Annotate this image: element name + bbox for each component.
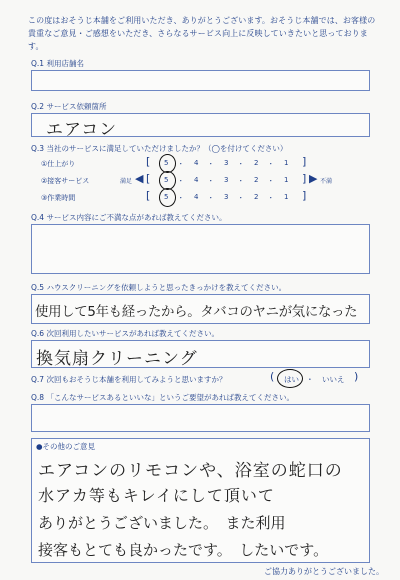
q3-row-3-option-2[interactable]: 2	[254, 193, 259, 201]
other-comments-line-1: エアコンのリモコンや、浴室の蛇口の	[38, 461, 343, 481]
other-comments-line-2: 水アカ等もキレイにして頂いて	[38, 486, 275, 505]
q3-row-2-option-1[interactable]: 1	[284, 176, 289, 184]
q3-right-arrow-icon: ▶	[309, 172, 318, 185]
q3-row-3-option-4[interactable]: 4	[194, 193, 199, 201]
q7-option-yes[interactable]: はい	[284, 375, 299, 384]
q8-answer-box[interactable]	[31, 404, 370, 432]
q4-answer-box[interactable]	[31, 224, 370, 274]
q8-label: Q.8 「こんなサービスあるといいな」というご要望があれば教えてください。	[31, 393, 294, 402]
q3-row-3-label: ③作業時間	[41, 194, 76, 202]
q3-row-2-label: ②接客サービス	[41, 177, 90, 185]
q7-option-no[interactable]: いいえ	[322, 375, 345, 384]
q3-dissatisfied-label: 不満	[320, 178, 333, 185]
q3-row-2-option-2[interactable]: 2	[254, 176, 259, 184]
q3-label: Q.3 当社のサービスに満足していただけましたか？（◯を付けてください）	[31, 144, 288, 153]
q3-row-3-option-1[interactable]: 1	[284, 193, 289, 201]
q6-answer: 換気扇クリーニング	[36, 349, 198, 369]
other-comments-label: ●その他のご意見	[36, 442, 96, 451]
q3-row-1-label: ①仕上がり	[41, 160, 76, 168]
q2-label: Q.2 サービス依頼箇所	[31, 102, 107, 111]
other-comments-box[interactable]	[31, 438, 370, 563]
q3-row-3-option-5[interactable]: 5	[164, 193, 169, 201]
q6-answer-box[interactable]	[31, 340, 370, 368]
q3-satisfied-label: 満足	[120, 178, 133, 185]
q3-row-3-option-3[interactable]: 3	[224, 193, 229, 201]
q3-row-1-option-4[interactable]: 4	[194, 159, 199, 167]
intro-text: この度はおそうじ本舗をご利用いただき、ありがとうございます。おそうじ本舗では、お客様の貴重なご意見・ご感想をいただき、さらなるサービス向上に反映していきたいと思っております。	[28, 16, 376, 51]
other-comments-line-3: ありがとうございました。 また利用	[38, 514, 286, 532]
q3-row-2-option-4[interactable]: 4	[194, 176, 199, 184]
q2-answer-box[interactable]	[31, 113, 370, 140]
q5-label: Q.5 ハウスクリーニングを依頼しようと思ったきっかけを教えてください。	[31, 283, 287, 292]
q3-row-2-option-3[interactable]: 3	[224, 176, 229, 184]
footer-thanks: ご協力ありがとうございました。	[264, 567, 384, 576]
q5-answer: 使用して5年も経ったから。タバコのヤニが気になった	[35, 305, 358, 320]
q2-answer: エアコン	[46, 120, 118, 140]
q5-answer-box[interactable]	[31, 294, 370, 324]
other-comments-line-4: 接客もとても良かったです。 したいです。	[38, 541, 329, 559]
q6-label: Q.6 次回利用したいサービスがあれば教えてください。	[31, 329, 219, 338]
q1-label: Q.1 利用店舗名	[31, 59, 84, 68]
q7-label: Q.7 次回もおそうじ本舗を利用してみようと思いますか？	[31, 375, 227, 384]
q4-label: Q.4 サービス内容にご不満な点があれば教えてください。	[31, 213, 227, 222]
q3-row-1-option-1[interactable]: 1	[284, 159, 289, 167]
q7-selection-circle	[277, 369, 303, 388]
q3-left-arrow-icon: ◀	[135, 172, 144, 185]
q3-row-2-option-5[interactable]: 5	[164, 176, 169, 184]
q3-row-1-option-3[interactable]: 3	[224, 159, 229, 167]
q1-answer-box[interactable]	[31, 70, 370, 91]
q3-row-1-option-2[interactable]: 2	[254, 159, 259, 167]
q3-row-1-option-5[interactable]: 5	[164, 159, 169, 167]
q3-row-3-selection-circle	[159, 188, 176, 207]
